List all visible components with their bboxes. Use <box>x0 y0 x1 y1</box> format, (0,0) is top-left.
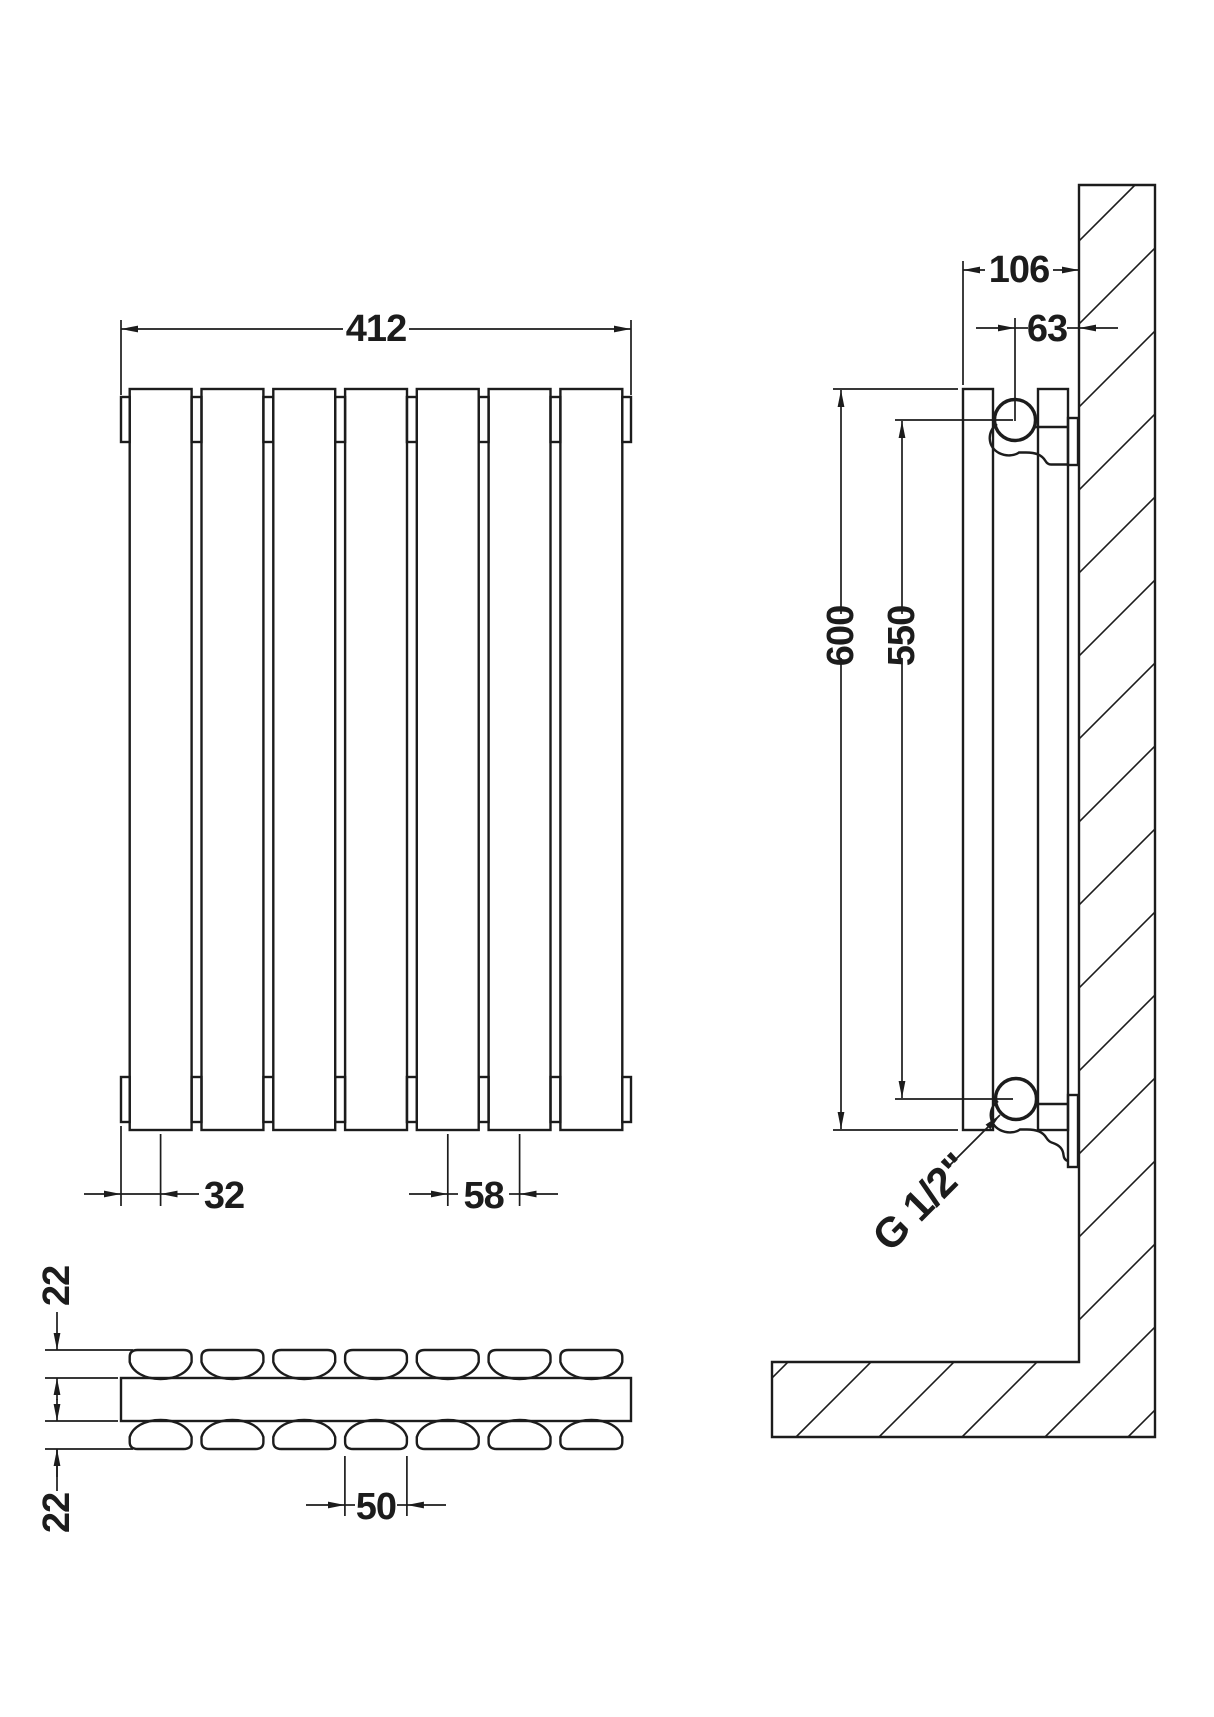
dim-front-thickness-label: 22 <box>36 1265 78 1307</box>
rear-panel-section <box>560 1420 622 1449</box>
end-tab <box>121 397 130 442</box>
dim-depth-label: 106 <box>988 249 1050 291</box>
side-dimensions <box>820 249 1118 1260</box>
hatch-line <box>879 185 1214 1437</box>
rear-panel-profile <box>1038 389 1068 1130</box>
hatch-line <box>215 185 1214 1437</box>
hatch-line <box>1128 185 1214 1437</box>
bottom-connector <box>192 1077 202 1122</box>
hatch-line <box>132 185 1214 1437</box>
bottom-connector <box>551 1077 561 1122</box>
dim-offset-label: 32 <box>203 1175 245 1217</box>
front-panel-section <box>202 1350 264 1379</box>
side-view <box>0 185 1214 1437</box>
front-panel-section <box>273 1350 335 1379</box>
hatch-line <box>630 185 1214 1437</box>
hatch-line <box>0 185 1135 1437</box>
thread-label: G 1/2" <box>863 1144 979 1260</box>
top-connector <box>551 397 561 442</box>
end-tab <box>121 1077 130 1122</box>
rear-panel-section <box>130 1420 192 1449</box>
rear-panel-section <box>417 1420 479 1449</box>
rear-panel-section <box>202 1420 264 1449</box>
top-connector <box>335 397 345 442</box>
top-connector <box>407 397 417 442</box>
bottom-connector <box>479 1077 489 1122</box>
end-tab <box>622 397 631 442</box>
front-panel-section <box>560 1350 622 1379</box>
bottom-connector <box>263 1077 273 1122</box>
rear-panel-section <box>489 1420 551 1449</box>
front-panel-section <box>130 1350 192 1379</box>
panel <box>345 389 407 1130</box>
front-panels <box>121 389 631 1130</box>
hatch-line <box>0 185 1214 1437</box>
panel <box>489 389 551 1130</box>
dim-conn-spacing-label: 550 <box>881 605 923 667</box>
front-panel-profile <box>963 389 993 1130</box>
hatch-line <box>1045 185 1214 1437</box>
dim-rear-thickness-label: 22 <box>36 1492 78 1534</box>
dim-width-label: 412 <box>345 308 407 350</box>
wall-hatching <box>0 185 1214 1437</box>
top-connector <box>479 397 489 442</box>
dim-pitch-label: 58 <box>463 1175 504 1217</box>
hatch-line <box>464 185 1214 1437</box>
top-connector <box>263 397 273 442</box>
rear-panel-section <box>345 1420 407 1449</box>
bottom-connector <box>335 1077 345 1122</box>
dim-panel-width-label: 50 <box>355 1486 397 1528</box>
panel <box>273 389 335 1130</box>
panel <box>130 389 192 1130</box>
bottom-ovals <box>130 1350 623 1449</box>
panel <box>417 389 479 1130</box>
hatch-line <box>796 185 1214 1437</box>
bottom-connector <box>407 1077 417 1122</box>
panel <box>202 389 264 1130</box>
dim-height-label: 600 <box>820 605 862 667</box>
bottom-dimensions <box>36 1266 446 1533</box>
front-panel-section <box>417 1350 479 1379</box>
top-connector <box>192 397 202 442</box>
header-manifold <box>121 1378 631 1421</box>
panel <box>560 389 622 1130</box>
bottom-view <box>36 1266 631 1533</box>
front-view <box>84 308 631 1217</box>
end-tab <box>622 1077 631 1122</box>
front-dimensions <box>84 308 631 1217</box>
hatch-line <box>962 185 1214 1437</box>
dim-pipe-wall-label: 63 <box>1026 308 1068 350</box>
rear-panel-section <box>273 1420 335 1449</box>
front-panel-section <box>489 1350 551 1379</box>
front-panel-section <box>345 1350 407 1379</box>
hatch-line <box>298 185 1214 1437</box>
